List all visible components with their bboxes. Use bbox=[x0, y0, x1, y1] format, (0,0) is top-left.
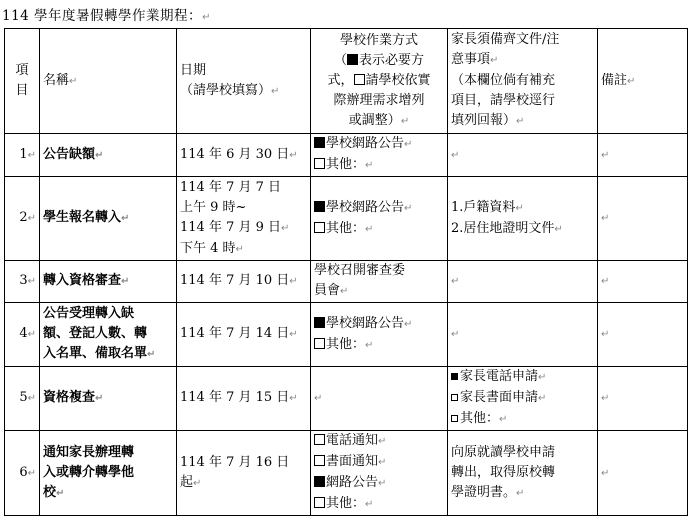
legend-checked-box bbox=[347, 54, 358, 65]
row-no: 6↵ bbox=[5, 431, 40, 516]
row-date: 114 年 6 月 30 日↵ bbox=[177, 134, 311, 177]
row-parent: 向原就讀學校申請 轉出，取得原校轉 學證明書。↵ bbox=[448, 431, 598, 516]
row-method: 學校召開審查委 員會↵ bbox=[311, 261, 448, 303]
checkbox-unchecked bbox=[314, 222, 325, 233]
row-no: 3↵ bbox=[5, 261, 40, 303]
row-remark: ↵ bbox=[598, 177, 688, 261]
row-date: 114 年 7 月 10 日↵ bbox=[177, 261, 311, 303]
row-name: 轉入資格審查↵ bbox=[40, 261, 177, 303]
header-method: 學校作業方式 （ 表示必要方 式， 請學校依實 際辦理需求增列 或調整）↵ bbox=[311, 29, 448, 134]
row-date: 114 年 7 月 16 日 起↵ bbox=[177, 431, 311, 516]
row-remark: ↵ bbox=[598, 303, 688, 367]
checkbox-checked bbox=[314, 201, 325, 212]
header-row bbox=[5, 29, 688, 134]
header-date: 日期 （請學校填寫）↵ bbox=[177, 29, 311, 134]
checkbox-unchecked bbox=[314, 338, 325, 349]
row-method: 電話通知↵ 書面通知↵ 網路公告↵ 其他：↵ bbox=[311, 431, 448, 516]
legend-unchecked-box bbox=[354, 74, 365, 85]
row-remark: ↵ bbox=[598, 261, 688, 303]
header-name: 名稱↵ bbox=[40, 29, 177, 134]
schedule-table bbox=[4, 28, 688, 516]
row-parent: ↵ bbox=[448, 134, 598, 177]
table-row bbox=[5, 134, 688, 177]
header-no: 項 目 bbox=[5, 29, 40, 134]
row-name: 資格複查↵ bbox=[40, 367, 177, 431]
row-parent: ↵ bbox=[448, 261, 598, 303]
table-row bbox=[5, 367, 688, 431]
option-checked bbox=[451, 373, 458, 380]
table-row bbox=[5, 177, 688, 261]
checkbox-unchecked bbox=[314, 434, 325, 445]
checkbox-checked bbox=[314, 476, 325, 487]
checkbox-checked bbox=[314, 317, 325, 328]
row-remark: ↵ bbox=[598, 431, 688, 516]
row-date: 114 年 7 月 15 日↵ bbox=[177, 367, 311, 431]
row-remark: ↵ bbox=[598, 367, 688, 431]
row-name: 通知家長辦理轉 入或轉介轉學他 校↵ bbox=[40, 431, 177, 516]
option-unchecked bbox=[451, 394, 458, 401]
checkbox-unchecked bbox=[314, 455, 325, 466]
row-date: 114 年 7 月 7 日 上午 9 時~ 114 年 7 月 9 日↵ 下午 4 時↵ bbox=[177, 177, 311, 261]
row-method: 學校網路公告↵ 其他：↵ bbox=[311, 177, 448, 261]
table-row bbox=[5, 261, 688, 303]
row-no: 1↵ bbox=[5, 134, 40, 177]
header-parent: 家長須備齊文件/注 意事項↵ （本欄位倘有補充 項目，請學校逕行 填列回報）↵ bbox=[448, 29, 598, 134]
row-no: 5↵ bbox=[5, 367, 40, 431]
option-unchecked bbox=[451, 415, 458, 422]
row-no: 2↵ bbox=[5, 177, 40, 261]
row-name: 學生報名轉入↵ bbox=[40, 177, 177, 261]
table-row bbox=[5, 431, 688, 516]
checkbox-unchecked bbox=[314, 158, 325, 169]
row-name: 公告受理轉入缺 額、登記人數、轉 入名單、備取名單↵ bbox=[40, 303, 177, 367]
checkbox-unchecked bbox=[314, 497, 325, 508]
row-date: 114 年 7 月 14 日↵ bbox=[177, 303, 311, 367]
row-name: 公告缺額↵ bbox=[40, 134, 177, 177]
row-parent: ↵ bbox=[448, 303, 598, 367]
row-parent: 1.戶籍資料↵ 2.居住地證明文件↵ bbox=[448, 177, 598, 261]
row-method: ↵ bbox=[311, 367, 448, 431]
row-method: 學校網路公告↵ 其他：↵ bbox=[311, 134, 448, 177]
header-remark: 備註↵ bbox=[598, 29, 688, 134]
row-parent: 家長電話申請↵ 家長書面申請↵ 其他：↵ bbox=[448, 367, 598, 431]
row-method: 學校網路公告↵ 其他：↵ bbox=[311, 303, 448, 367]
row-remark: ↵ bbox=[598, 134, 688, 177]
page-title: 114 學年度暑假轉學作業期程：↵ bbox=[2, 8, 211, 24]
row-no: 4↵ bbox=[5, 303, 40, 367]
table-row bbox=[5, 303, 688, 367]
checkbox-checked bbox=[314, 137, 325, 148]
